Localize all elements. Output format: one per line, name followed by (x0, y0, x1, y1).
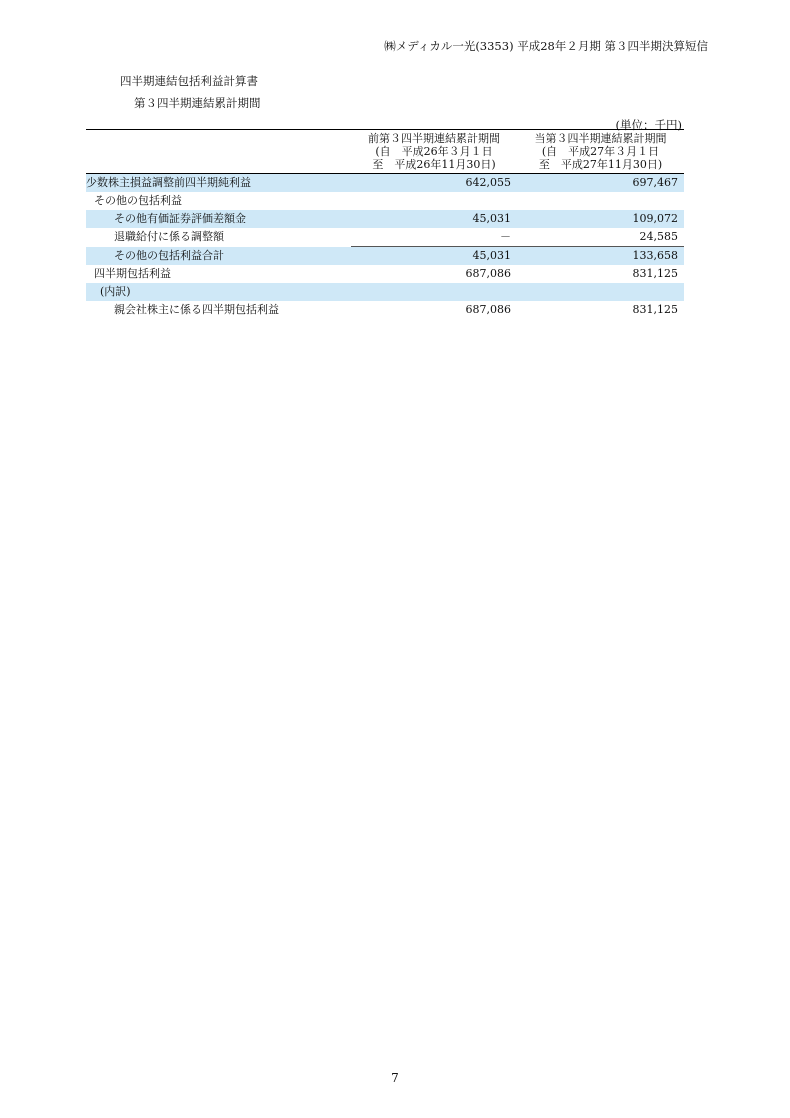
table-row (86, 283, 684, 301)
statement-title: 四半期連結包括利益計算書 (120, 74, 258, 88)
table-row (86, 174, 684, 193)
header-label-cell (86, 130, 351, 174)
row-label: (内訳) (86, 283, 351, 301)
table-row (86, 247, 684, 266)
row-prev-value: － (500, 230, 511, 243)
row-prev-value: 642,055 (351, 174, 517, 193)
row-label: 退職給付に係る調整額 (114, 230, 224, 244)
company-header: ㈱メディカル一光(3353) 平成28年２月期 第３四半期決算短信 (384, 39, 708, 53)
row-label: その他の包括利益合計 (86, 247, 351, 266)
row-prev-value (351, 192, 517, 210)
unit-label: (単位：千円) (615, 118, 682, 132)
row-curr-value: 831,125 (632, 303, 678, 316)
table-row (86, 228, 684, 247)
period-subtitle: 第３四半期連結累計期間 (134, 96, 261, 110)
row-label: 四半期包括利益 (94, 267, 171, 280)
table-row (86, 210, 684, 228)
table-header-row (86, 130, 684, 174)
row-curr-value: 697,467 (517, 174, 684, 193)
row-curr-value: 831,125 (632, 267, 678, 280)
row-curr-value (517, 192, 684, 210)
row-prev-value: 687,086 (465, 267, 511, 280)
prev-period-from: (自 平成26年３月１日 (375, 145, 493, 158)
header-prev-period (351, 130, 517, 174)
income-statement-table (86, 129, 684, 319)
header-curr-period (517, 130, 684, 174)
row-label: 少数株主損益調整前四半期純利益 (86, 174, 351, 193)
curr-period-from: (自 平成27年３月１日 (541, 145, 660, 158)
row-prev-value: 687,086 (465, 303, 511, 316)
curr-period-title: 当第３四半期連結累計期間 (534, 132, 667, 145)
row-label: 親会社株主に係る四半期包括利益 (114, 303, 279, 316)
row-curr-value: 133,658 (517, 247, 684, 266)
table-row (86, 265, 684, 283)
row-label: その他有価証券評価差額金 (86, 210, 351, 228)
row-prev-value: 45,031 (351, 210, 517, 228)
table-row (86, 301, 684, 319)
row-curr-value: 24,585 (639, 230, 678, 243)
row-curr-value: 109,072 (517, 210, 684, 228)
prev-period-to: 至 平成26年11月30日) (372, 158, 496, 171)
curr-period-to: 至 平成27年11月30日) (538, 158, 663, 171)
row-curr-value (517, 283, 684, 301)
page-number: 7 (391, 1071, 399, 1085)
row-prev-value: 45,031 (351, 247, 517, 266)
prev-period-title: 前第３四半期連結累計期間 (368, 132, 500, 145)
row-label: その他の包括利益 (94, 194, 182, 207)
row-prev-value (351, 283, 517, 301)
table-row (86, 192, 684, 210)
